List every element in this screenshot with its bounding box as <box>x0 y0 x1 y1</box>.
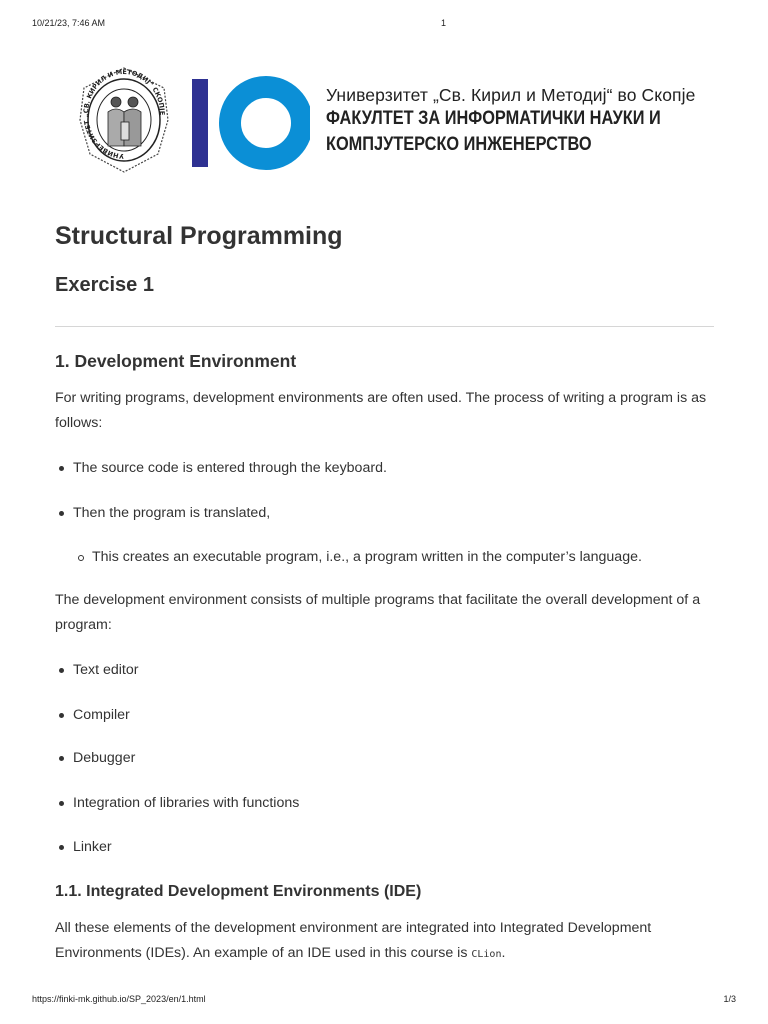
list-item: Then the program is translated, <box>73 505 271 521</box>
page-subtitle: Exercise 1 <box>55 274 154 296</box>
faculty-name-block <box>326 84 715 158</box>
ide-paragraph-end: . <box>501 945 506 961</box>
section-heading-development-environment: 1. Development Environment <box>55 351 297 371</box>
list-item: Integration of libraries with functions <box>73 795 300 811</box>
faculty-name-line2: КОМПЈУТЕРСКО ИНЖЕНЕРСТВО <box>326 134 592 155</box>
list-item: Text editor <box>73 662 139 678</box>
section-intro-paragraph: For writing programs, development environments are often used. The process of writing a program is as follows: <box>55 390 707 431</box>
inline-code-clion: CLion <box>471 949 502 960</box>
print-datetime: 10/21/23, 7:46 AM <box>32 18 106 28</box>
section-heading-ide: 1.1. Integrated Development Environments (IDE) <box>55 883 422 900</box>
print-footer <box>32 994 736 1008</box>
faculty-name-line1: ФАКУЛТЕТ ЗА ИНФОРМАТИЧКИ НАУКИ И <box>326 108 661 129</box>
page-title: Structural Programming <box>55 222 343 250</box>
svg-text:УНИВЕРЗИТЕТ „СВ. КИРИЛ И МЕТОД: УНИВЕРЗИТЕТ „СВ. КИРИЛ И МЕТОДИЈ“ СКОПЈЕ <box>82 67 167 161</box>
university-seal-icon <box>78 66 170 174</box>
faculty-logo-banner <box>78 66 718 178</box>
list-item: Linker <box>73 839 112 855</box>
print-page-count: 1/3 <box>723 994 736 1004</box>
divider <box>55 326 714 327</box>
components-intro-paragraph: The development environment consists of multiple programs that facilitate the overall development of a program: <box>55 592 701 633</box>
sub-list-item: This creates an executable program, i.e., a program written in the computer’s language. <box>92 549 642 565</box>
print-header <box>32 18 736 32</box>
list-item: Compiler <box>73 707 130 723</box>
list-item: The source code is entered through the keyboard. <box>73 460 387 476</box>
university-name: Универзитет „Св. Кирил и Методиј“ во Скопје <box>326 85 696 105</box>
print-page-number: 1 <box>441 18 447 28</box>
print-url: https://finki-mk.github.io/SP_2023/en/1.html <box>32 994 206 1004</box>
list-item: Debugger <box>73 750 136 766</box>
ide-paragraph <box>55 916 715 967</box>
io-faculty-logo-icon <box>192 75 310 171</box>
ide-paragraph-text: All these elements of the development environment are integrated into Integrated Development Environments (IDEs). An example of an IDE used in this course is <box>55 920 652 961</box>
